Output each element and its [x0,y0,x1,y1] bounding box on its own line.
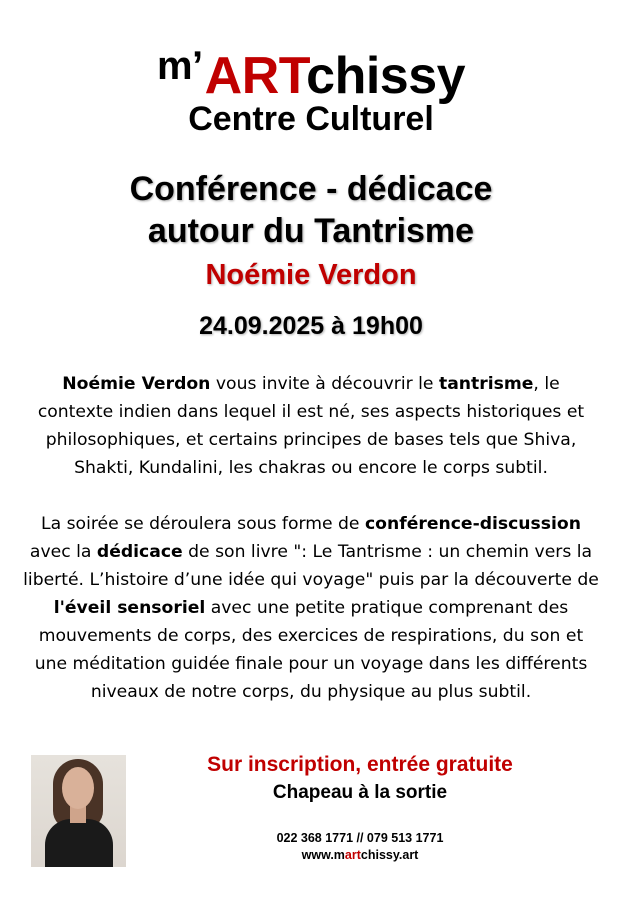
event-title-line2: autour du Tantrisme [147,212,475,250]
body-text: avec une petite pratique comprenant des mouvements de corps, des exercices de respirations, du son et une méditation guidée finale pour un voyage dans les différents niveaux de notre corps, du physique au plus subtil. [34,598,588,702]
event-description [22,370,600,706]
photo-body [45,819,113,867]
phone-numbers: 022 368 1771 // 079 513 1771 [276,831,444,845]
emphasis-text: Noémie Verdon [62,374,211,394]
website-prefix: www.m [301,848,345,862]
speaker-name: Noémie Verdon [205,259,417,291]
logo-prefix: m’ [156,44,203,88]
body-text: avec la [29,542,97,562]
website-highlight: art [344,848,361,862]
emphasis-text: l'éveil sensoriel [53,598,206,618]
emphasis-text: tantrisme [438,374,534,394]
logo [0,36,622,106]
website-suffix: chissy.art [360,848,419,862]
hat-note: Chapeau à la sortie [272,782,448,803]
description-paragraph-1 [22,370,600,482]
event-title [0,168,622,252]
body-text: La soirée se déroulera sous forme de [41,514,365,534]
speaker-photo [31,755,126,867]
event-title-line1: Conférence - dédicace [129,170,493,208]
emphasis-text: dédicace [96,542,183,562]
registration-note: Sur inscription, entrée gratuite [207,753,513,776]
body-text: vous invite à découvrir le [210,374,439,394]
description-paragraph-2 [22,510,600,706]
body-text: , le contexte indien dans lequel il est né, ses aspects historiques et philosophiques, et certains principes de bases tels que Shiva, Shakti, Kundalini, les chakras ou encore le corps subtil. [37,374,585,478]
emphasis-text: conférence-discussion [364,514,581,534]
website-link[interactable] [130,847,590,863]
logo-highlight: ART [204,47,307,105]
body-text: de son livre ": Le Tantrisme : un chemin vers la liberté. L’histoire d’une idée qui voyage" puis par la découverte de [23,542,599,590]
logo-suffix: chissy [306,47,466,105]
centre-subtitle: Centre Culturel [188,100,434,138]
photo-face [62,767,94,809]
event-date: 24.09.2025 à 19h00 [199,312,423,340]
